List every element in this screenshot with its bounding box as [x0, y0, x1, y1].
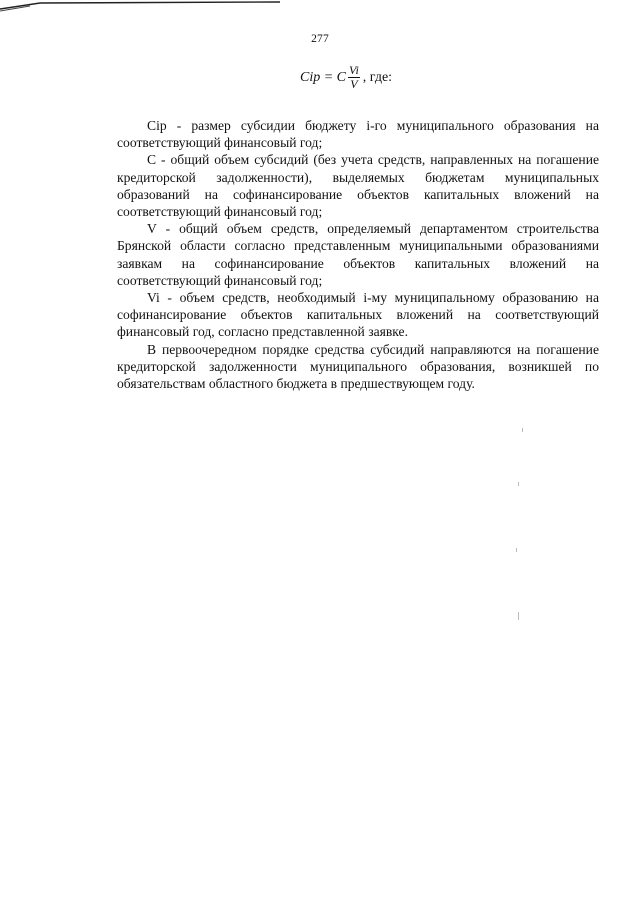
subsidy-formula	[300, 64, 392, 91]
page-number: 277	[311, 33, 329, 45]
definition-vi: Vi - объем средств, необходимый i-му муниципальному образованию на софинансирование объектов капитальных вложений на соответствующий финансовый год, согласно представленной заявке.	[117, 290, 599, 340]
formula-denominator: V	[350, 77, 358, 91]
scan-speck	[522, 428, 523, 432]
definition-v: V - общий объем средств, определяемый департаментом строительства Брянской области согласно представленным муниципальными образованиями заявкам на софинансирование объектов капитальных вложений на соответствующий финансовый год;	[117, 221, 599, 288]
formula-lhs: Cip = C	[300, 69, 347, 85]
priority-paragraph: В первоочередном порядке средства субсидий направляются на погашение кредиторской задолженности муниципального образования, возникшей по обязательствам областного бюджета в предшествующем году.	[117, 341, 599, 392]
scan-edge-mark	[0, 0, 280, 12]
definition-cip: Cip - размер субсидии бюджету i-го муниципального образования на соответствующий финансовый год;	[117, 118, 599, 151]
scan-speck	[518, 482, 519, 486]
document-body	[117, 117, 599, 392]
scan-speck	[518, 612, 519, 620]
scan-speck	[516, 548, 517, 552]
formula-suffix: , где:	[362, 69, 393, 85]
definition-c: C - общий объем субсидий (без учета средств, направленных на погашение кредиторской задолженности), выделяемых бюджетам муниципальных образований на софинансирование объектов капитальных вложений на соответствующий финансовый год;	[117, 152, 599, 220]
formula-numerator: Vi	[349, 63, 359, 77]
formula-fraction	[348, 64, 360, 91]
